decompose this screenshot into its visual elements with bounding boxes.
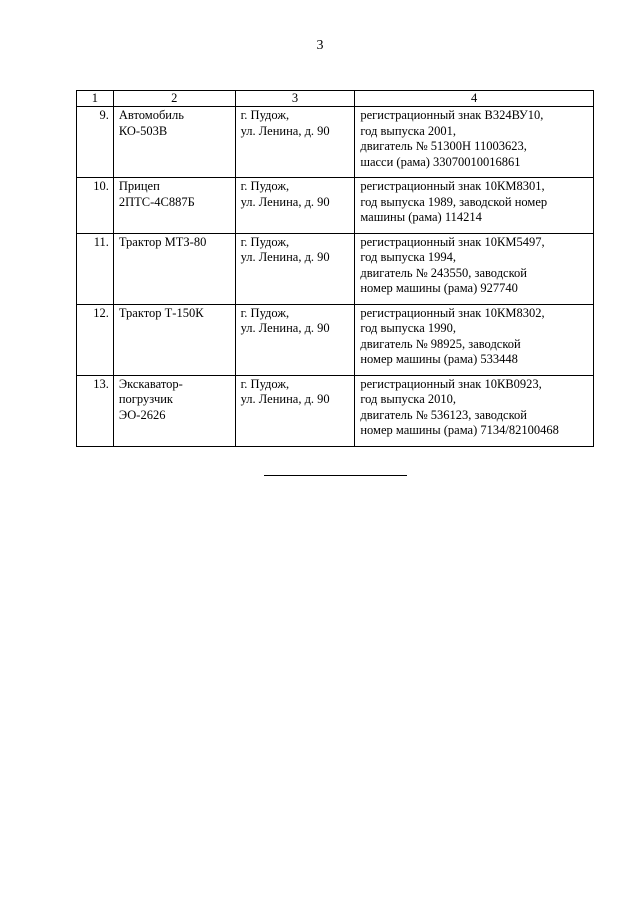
table-row [77, 375, 594, 446]
details-line: регистрационный знак 10КМ8302, [360, 305, 545, 320]
address-cell [235, 375, 355, 446]
details-line: номер машины (рама) 533448 [360, 352, 518, 366]
address-line: г. Пудож, [240, 305, 290, 320]
details-line: двигатель № 98925, заводской [360, 336, 521, 351]
details-cell [355, 178, 594, 234]
details-line: год выпуска 1990, [360, 321, 456, 335]
vehicle-name-line: погрузчик [118, 392, 173, 406]
details-line: машины (рама) 114214 [360, 210, 482, 224]
address-line: г. Пудож, [240, 108, 290, 122]
vehicle-name-line: 2ПТС-4С887Б [118, 194, 195, 209]
address-line: ул. Ленина, д. 90 [240, 321, 330, 335]
vehicle-name-line: ЭО-2626 [118, 407, 166, 422]
address-cell [235, 304, 355, 375]
details-line: регистрационный знак 10КМ5497, [360, 234, 545, 249]
column-header: 2 [113, 91, 235, 107]
address-line: ул. Ленина, д. 90 [240, 250, 330, 264]
vehicle-name-line: Автомобиль [118, 108, 184, 122]
address-line: ул. Ленина, д. 90 [240, 123, 330, 138]
address-line: ул. Ленина, д. 90 [240, 194, 330, 209]
details-line: двигатель № 51300Н 11003623, [360, 139, 527, 153]
vehicle-name-cell [113, 375, 235, 446]
details-cell [355, 375, 594, 446]
row-number-cell: 9. [77, 107, 114, 178]
details-line: год выпуска 2010, [360, 392, 456, 406]
column-header: 1 [77, 91, 114, 107]
closing-rule [264, 475, 407, 476]
address-cell [235, 233, 355, 304]
details-line: номер машины (рама) 927740 [360, 281, 518, 295]
address-line: г. Пудож, [240, 376, 290, 391]
address-cell [235, 178, 355, 234]
row-number-cell: 10. [77, 178, 114, 234]
details-line: регистрационный знак 10КВ0923, [360, 376, 542, 391]
address-line: ул. Ленина, д. 90 [240, 392, 330, 406]
address-line: г. Пудож, [240, 234, 290, 249]
column-header: 4 [355, 91, 594, 107]
row-number-cell: 11. [77, 233, 114, 304]
details-line: год выпуска 1994, [360, 250, 456, 264]
vehicle-name-line: Экскаватор- [118, 376, 183, 391]
table-row [77, 107, 594, 178]
vehicle-name-cell [113, 178, 235, 234]
details-line: год выпуска 1989, заводской номер [360, 194, 548, 209]
details-cell [355, 233, 594, 304]
vehicle-name-line: Трактор МТЗ-80 [118, 234, 207, 249]
details-line: номер машины (рама) 7134/82100468 [360, 423, 559, 437]
details-cell [355, 304, 594, 375]
details-line: регистрационный знак В324ВУ10, [360, 108, 544, 122]
address-cell [235, 107, 355, 178]
vehicle-name-line: КО-503В [118, 123, 168, 138]
vehicle-name-cell [113, 107, 235, 178]
column-header: 3 [235, 91, 355, 107]
details-line: двигатель № 536123, заводской [360, 407, 527, 422]
table-row [77, 304, 594, 375]
table-row [77, 178, 594, 234]
details-cell [355, 107, 594, 178]
table-row [77, 233, 594, 304]
vehicle-name-cell [113, 233, 235, 304]
details-line: двигатель № 243550, заводской [360, 265, 527, 280]
row-number-cell: 12. [77, 304, 114, 375]
address-line: г. Пудож, [240, 179, 290, 193]
details-line: регистрационный знак 10КМ8301, [360, 179, 545, 193]
vehicle-name-line: Прицеп [118, 179, 160, 193]
vehicle-name-line: Трактор Т-150К [118, 305, 204, 320]
vehicle-name-cell [113, 304, 235, 375]
table-body [77, 91, 594, 447]
row-number-cell: 13. [77, 375, 114, 446]
details-line: шасси (рама) 33070010016861 [360, 154, 521, 169]
vehicle-table [76, 90, 594, 447]
details-line: год выпуска 2001, [360, 123, 456, 138]
page-number: 3 [316, 38, 324, 53]
table-header-row [77, 91, 594, 107]
